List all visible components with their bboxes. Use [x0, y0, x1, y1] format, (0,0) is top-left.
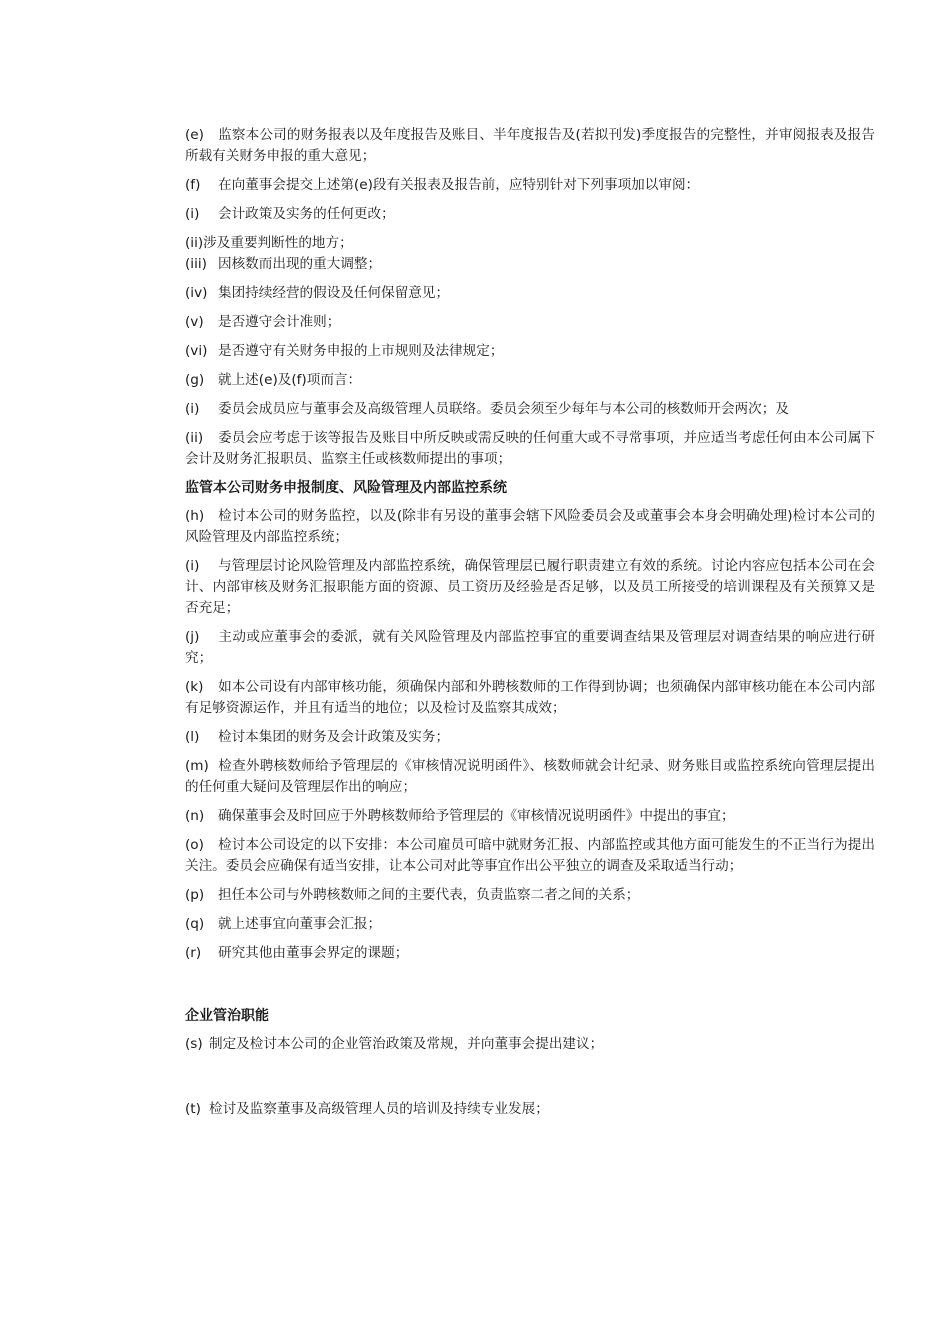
- item-label: (o): [185, 837, 204, 853]
- item-s: [185, 1034, 875, 1055]
- item-label: (v): [185, 314, 204, 330]
- item-f-iii: [185, 254, 875, 275]
- item-label: (j): [185, 629, 200, 645]
- item-text: 确保董事会及时回应于外聘核数师给予管理层的《审核情况说明函件》中提出的事宜；: [218, 808, 735, 824]
- item-k: [185, 677, 875, 719]
- item-label: (m): [185, 758, 209, 774]
- item-text: 在向董事会提交上述第(e)段有关报表及报告前，应特别针对下列事项加以审阅：: [218, 177, 700, 193]
- item-r: [185, 943, 875, 964]
- item-text: 主动或应董事会的委派，就有关风险管理及内部监控事宜的重要调查结果及管理层对调查结果的响应进行研究；: [185, 629, 875, 666]
- item-f-i: [185, 204, 875, 225]
- item-label: (l): [185, 729, 200, 745]
- item-label: (i): [185, 401, 200, 417]
- item-text: 如本公司设有内部审核功能，须确保内部和外聘核数师的工作得到协调；也须确保内部审核功能在本公司内部有足够资源运作，并且有适当的地位；以及检讨及监察其成效；: [185, 679, 875, 716]
- item-label: (i): [185, 206, 200, 222]
- item-text: 担任本公司与外聘核数师之间的主要代表，负责监察二者之间的关系；: [218, 887, 640, 903]
- item-text: 检讨本公司设定的以下安排：本公司雇员可暗中就财务汇报、内部监控或其他方面可能发生的不正当行为提出关注。委员会应确保有适当安排，让本公司对此等事宜作出公平独立的调查及采取适当行动；: [185, 837, 875, 874]
- item-label: (n): [185, 808, 205, 824]
- item-i: [185, 556, 875, 619]
- item-f-iv: [185, 283, 875, 304]
- item-f-vi: [185, 341, 875, 362]
- item-text: 就上述(e)及(f)项而言：: [218, 372, 362, 388]
- item-text: 检查外聘核数师给予管理层的《审核情况说明函件》、核数师就会计纪录、财务账目或监控系统向管理层提出的任何重大疑问及管理层作出的响应；: [185, 758, 875, 795]
- item-label: (vi): [185, 343, 208, 359]
- item-text: 制定及检讨本公司的企业管治政策及常规，并向董事会提出建议；: [209, 1036, 604, 1052]
- item-text: 与管理层讨论风险管理及内部监控系统，确保管理层已履行职责建立有效的系统。讨论内容应包括本公司在会计、内部审核及财务汇报职能方面的资源、员工资历及经验是否足够，以及员工所接受的培训课程及有关预算又是否充足；: [185, 558, 875, 616]
- item-f: [185, 175, 875, 196]
- item-label: (i): [185, 558, 200, 574]
- item-t: [185, 1099, 875, 1120]
- item-f-ii: [185, 233, 875, 254]
- document-page: [185, 125, 875, 1128]
- item-label: (r): [185, 945, 202, 961]
- item-label: (e): [185, 127, 204, 143]
- item-label: (h): [185, 508, 205, 524]
- item-text: 检讨本集团的财务及会计政策及实务；: [218, 729, 450, 745]
- item-q: [185, 914, 875, 935]
- item-text: 是否遵守有关财务申报的上市规则及法律规定；: [218, 343, 504, 359]
- item-label: (p): [185, 887, 205, 903]
- item-text: 会计政策及实务的任何更改；: [218, 206, 395, 222]
- item-label: (k): [185, 679, 204, 695]
- item-h: [185, 506, 875, 548]
- section-heading-corporate-governance: 企业管治职能: [185, 1008, 269, 1024]
- item-text: 委员会应考虑于该等报告及账目中所反映或需反映的任何重大或不寻常事项，并应适当考虑任何由本公司属下会计及财务汇报职员、监察主任或核数师提出的事项；: [185, 430, 875, 467]
- item-f-v: [185, 312, 875, 333]
- item-g: [185, 370, 875, 391]
- section-heading-financial-oversight: 监管本公司财务申报制度、风险管理及内部监控系统: [185, 480, 507, 496]
- item-label: (ii): [185, 235, 204, 251]
- item-label: (iv): [185, 285, 208, 301]
- item-text: 检讨及监察董事及高级管理人员的培训及持续专业发展；: [209, 1101, 549, 1117]
- item-label: (f): [185, 177, 201, 193]
- item-p: [185, 885, 875, 906]
- item-l: [185, 727, 875, 748]
- item-g-i: [185, 399, 875, 420]
- item-label: (ii): [185, 430, 204, 446]
- item-label: (t): [185, 1101, 201, 1117]
- item-label: (s): [185, 1036, 203, 1052]
- item-j: [185, 627, 875, 669]
- item-text: 集团持续经营的假设及任何保留意见；: [218, 285, 450, 301]
- item-text: 涉及重要判断性的地方；: [203, 235, 353, 251]
- spacer: [185, 1063, 875, 1099]
- item-label: (g): [185, 372, 205, 388]
- item-text: 委员会成员应与董事会及高级管理人员联络。委员会须至少每年与本公司的核数师开会两次；及: [218, 401, 789, 417]
- item-label: (q): [185, 916, 205, 932]
- item-m: [185, 756, 875, 798]
- item-text: 因核数而出现的重大调整；: [218, 256, 382, 272]
- item-text: 监察本公司的财务报表以及年度报告及账目、半年度报告及(若拟刊发)季度报告的完整性，并审阅报表及报告所载有关财务申报的重大意见；: [185, 127, 875, 164]
- item-label: (iii): [185, 256, 207, 272]
- item-g-ii: [185, 428, 875, 470]
- item-text: 检讨本公司的财务监控，以及(除非有另设的董事会辖下风险委员会及或董事会本身会明确处理)检讨本公司的风险管理及内部监控系统；: [185, 508, 875, 545]
- item-text: 研究其他由董事会界定的课题；: [218, 945, 409, 961]
- item-e: [185, 125, 875, 167]
- spacer: [185, 972, 875, 1006]
- item-n: [185, 806, 875, 827]
- item-text: 就上述事宜向董事会汇报；: [218, 916, 382, 932]
- item-o: [185, 835, 875, 877]
- item-text: 是否遵守会计准则；: [218, 314, 341, 330]
